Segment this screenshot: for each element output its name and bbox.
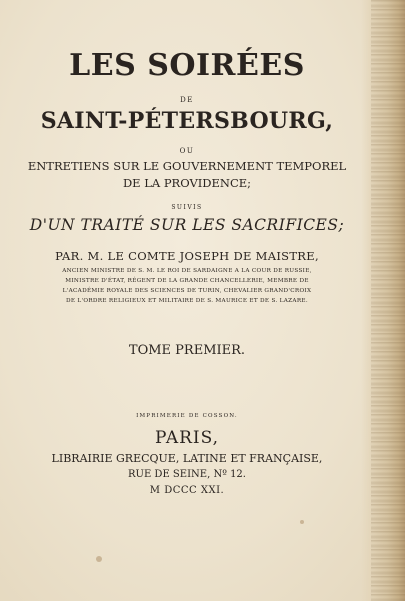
subtitle-line-2: DE LA PROVIDENCE; <box>122 176 252 190</box>
volume-label: TOME PREMIER. <box>128 343 246 358</box>
treatise-line: D'UN TRAITÉ SUR LES SACRIFICES; <box>29 216 345 234</box>
city-line: PARIS, <box>154 428 220 448</box>
title-page-text <box>22 0 352 601</box>
credential-line: ANCIEN MINISTRE DE S. M. LE ROI DE SARDAIGNE A LA COUR DE RUSSIE, <box>62 268 312 274</box>
subtitle-line-1: ENTRETIENS SUR LE GOUVERNEMENT TEMPOREL <box>27 159 347 173</box>
credential-line: L'ACADÉMIE ROYALE DES SCIENCES DE TURIN, CHEVALIER GRAND'CROIX <box>62 288 312 294</box>
connector-ou: OU <box>179 147 195 155</box>
credential-line: DE L'ORDRE RELIGIEUX ET MILITAIRE DE S. MAURICE ET DE S. LAZARE. <box>66 298 308 304</box>
publisher-line: LIBRAIRIE GRECQUE, LATINE ET FRANÇAISE, <box>51 452 323 465</box>
credential-line: MINISTRE D'ÉTAT, RÉGENT DE LA GRANDE CHANCELLERIE, MEMBRE DE <box>65 278 309 284</box>
printer-line: IMPRIMERIE DE COSSON. <box>136 413 238 419</box>
deckle-edge <box>361 0 405 601</box>
title-line-2: SAINT-PÉTERSBOURG, <box>40 108 334 134</box>
title-line-1: LES SOIRÉES <box>69 48 305 83</box>
connector-suivis: SUIVIS <box>171 204 203 211</box>
address-line: RUE DE SEINE, Nº 12. <box>128 469 246 480</box>
year-line: M DCCC XXI. <box>149 485 225 496</box>
author-line: PAR. M. LE COMTE JOSEPH DE MAISTRE, <box>55 249 319 263</box>
connector-de: DE <box>180 96 194 104</box>
